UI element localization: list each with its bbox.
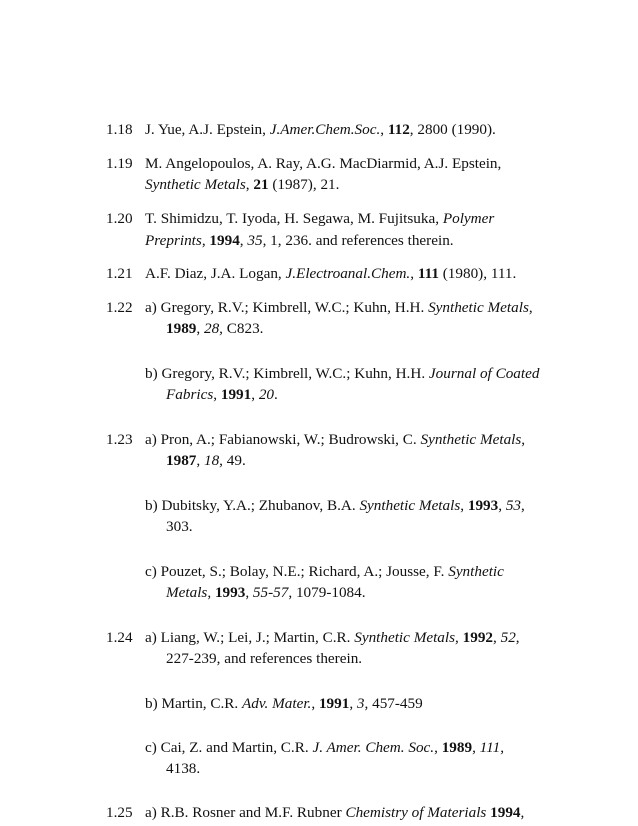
ref-text: Fabrics, 1991, 20. bbox=[166, 386, 278, 403]
ref-text: 1987, 18, 49. bbox=[166, 452, 246, 469]
ref-number: 1.19 bbox=[106, 155, 133, 172]
ref-text: a) Liang, W.; Lei, J.; Martin, C.R. Synthetic Metals, 1992, 52, bbox=[145, 629, 520, 646]
ref-text: Metals, 1993, 55-57, 1079-1084. bbox=[166, 584, 366, 601]
ref-text: Preprints, 1994, 35, 1, 236. and references therein. bbox=[145, 232, 454, 249]
ref-number: 1.20 bbox=[106, 210, 133, 227]
ref-number: 1.22 bbox=[106, 299, 133, 316]
ref-text: a) Gregory, R.V.; Kimbrell, W.C.; Kuhn, H.H. Synthetic Metals, bbox=[145, 299, 533, 316]
ref-text: T. Shimidzu, T. Iyoda, H. Segawa, M. Fujitsuka, Polymer bbox=[145, 210, 495, 227]
ref-text: M. Angelopoulos, A. Ray, A.G. MacDiarmid, A.J. Epstein, bbox=[145, 155, 502, 172]
ref-text: 4138. bbox=[166, 760, 201, 777]
ref-number: 1.23 bbox=[106, 431, 133, 448]
ref-number: 1.21 bbox=[106, 265, 133, 282]
ref-text: 303. bbox=[166, 518, 193, 535]
ref-text: a) Pron, A.; Fabianowski, W.; Budrowski, C. Synthetic Metals, bbox=[145, 431, 526, 448]
ref-text: b) Dubitsky, Y.A.; Zhubanov, B.A. Synthetic Metals, 1993, 53, bbox=[145, 497, 525, 514]
ref-number: 1.18 bbox=[106, 121, 133, 138]
ref-text: 227-239, and references therein. bbox=[166, 650, 363, 667]
ref-text: b) Gregory, R.V.; Kimbrell, W.C.; Kuhn, H.H. Journal of Coated bbox=[145, 365, 540, 382]
ref-text: J. Yue, A.J. Epstein, J.Amer.Chem.Soc., 112, 2800 (1990). bbox=[145, 121, 496, 138]
ref-number: 1.25 bbox=[106, 804, 133, 821]
ref-text: a) R.B. Rosner and M.F. Rubner Chemistry of Materials 1994, bbox=[145, 804, 525, 821]
ref-text: b) Martin, C.R. Adv. Mater., 1991, 3, 457-459 bbox=[145, 695, 423, 712]
ref-text: Synthetic Metals, 21 (1987), 21. bbox=[145, 176, 340, 193]
ref-text: c) Pouzet, S.; Bolay, N.E.; Richard, A.; Jousse, F. Synthetic bbox=[145, 563, 504, 580]
ref-text: 1989, 28, C823. bbox=[166, 320, 264, 337]
ref-number: 1.24 bbox=[106, 629, 133, 646]
ref-text: A.F. Diaz, J.A. Logan, J.Electroanal.Chem., 111 (1980), 111. bbox=[145, 265, 517, 282]
ref-text: c) Cai, Z. and Martin, C.R. J. Amer. Chem. Soc., 1989, 111, bbox=[145, 739, 504, 756]
